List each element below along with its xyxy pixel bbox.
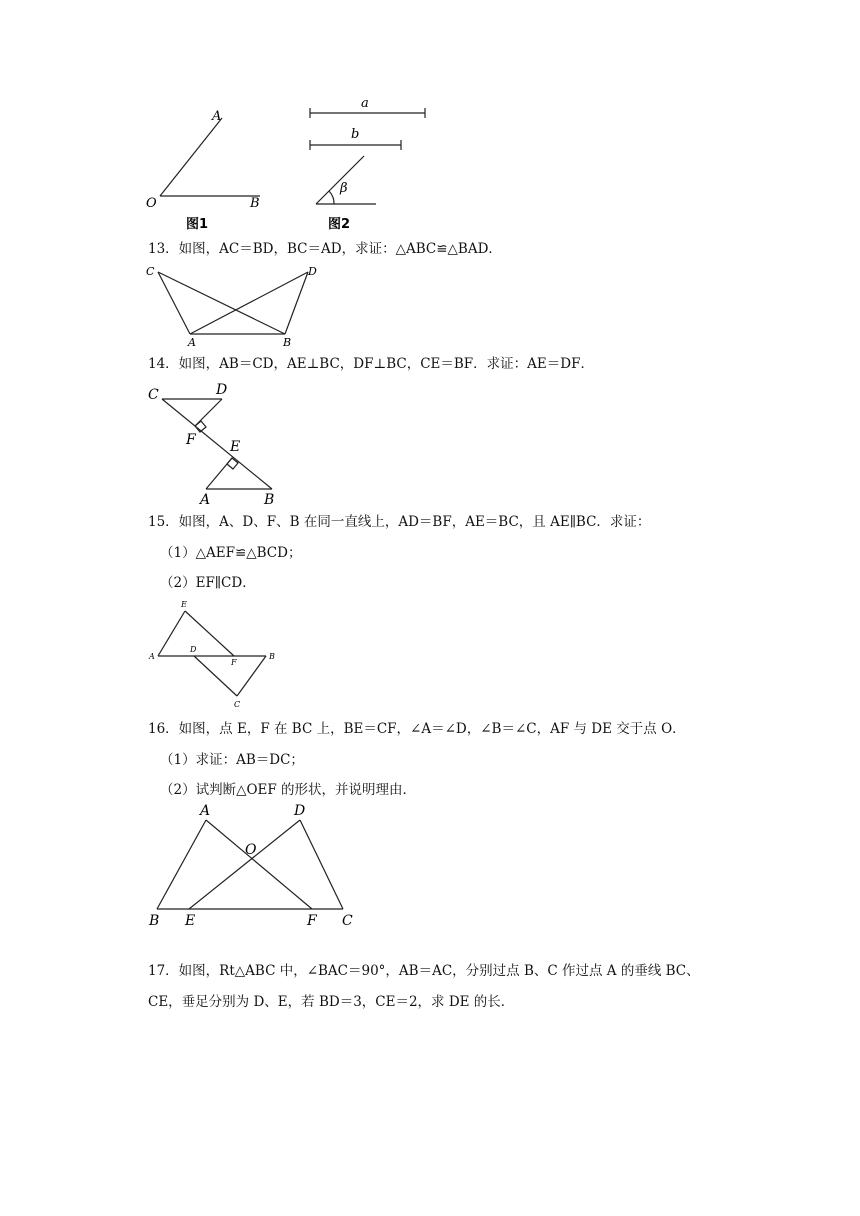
question-14-figure [140, 380, 290, 510]
point-f-label: F [307, 913, 317, 929]
point-b-label: B [250, 196, 260, 211]
point-f-label: F [186, 432, 196, 448]
point-a-label: A [212, 109, 222, 124]
question-13-figure [140, 262, 320, 350]
point-b-label: B [283, 336, 292, 349]
point-c-label: C [148, 387, 159, 403]
point-d-label: D [190, 645, 197, 654]
question-15-part-2: （2）EF∥CD． [160, 575, 256, 591]
figure-1-caption: 图1 [186, 217, 209, 232]
point-e-label: E [181, 600, 187, 609]
question-15-part-1: （1）△AEF≌△BCD； [160, 545, 302, 561]
question-16-part-1: （1）求证：AB＝DC； [160, 752, 304, 768]
angle-beta-label: β [340, 181, 348, 196]
question-16-figure [140, 800, 370, 935]
point-c-label: C [146, 265, 155, 278]
figure-2 [300, 96, 440, 230]
question-13-text: 13．如图，AC＝BD，BC＝AD，求证：△ABC≌△BAD． [148, 241, 502, 257]
question-15-text: 15．如图，A、D、F、B 在同一直线上，AD＝BF，AE＝BC，且 AE∥BC．求证： [148, 514, 651, 530]
point-d-label: D [308, 265, 317, 278]
point-o-label: O [245, 842, 257, 858]
point-f-label: F [231, 658, 237, 667]
point-c-label: C [234, 700, 241, 709]
question-14-text: 14．如图，AB＝CD，AE⊥BC，DF⊥BC，CE＝BF．求证：AE＝DF． [148, 356, 594, 372]
question-16-text: 16．如图，点 E，F 在 BC 上，BE＝CF，∠A＝∠D，∠B＝∠C，AF 与 DE 交于点 O． [148, 721, 686, 737]
point-d-label: D [294, 803, 306, 819]
question-15-figure [140, 596, 290, 711]
question-16-part-2: （2）试判断△OEF 的形状，并说明理由． [160, 782, 417, 798]
point-d-label: D [216, 382, 228, 398]
point-a-label: A [188, 336, 196, 349]
figure-1 [140, 100, 280, 230]
point-a-label: A [200, 492, 211, 508]
point-e-label: E [230, 439, 241, 455]
point-c-label: C [342, 913, 353, 929]
point-a-label: A [149, 652, 155, 661]
segment-b-label: b [351, 127, 360, 142]
point-b-label: B [264, 492, 275, 508]
segment-a-label: a [361, 96, 369, 111]
point-o-label: O [146, 196, 157, 211]
figure-2-caption: 图2 [328, 217, 351, 232]
point-b-label: B [269, 652, 275, 661]
point-a-label: A [200, 803, 211, 819]
question-17-line-1: 17．如图，Rt△ABC 中，∠BAC＝90°，AB＝AC，分别过点 B、C 作过点 A 的垂线 BC、 [148, 963, 700, 979]
question-17-line-2: CE，垂足分别为 D、E，若 BD＝3，CE＝2，求 DE 的长． [148, 994, 515, 1010]
point-b-label: B [149, 913, 160, 929]
point-e-label: E [185, 913, 196, 929]
